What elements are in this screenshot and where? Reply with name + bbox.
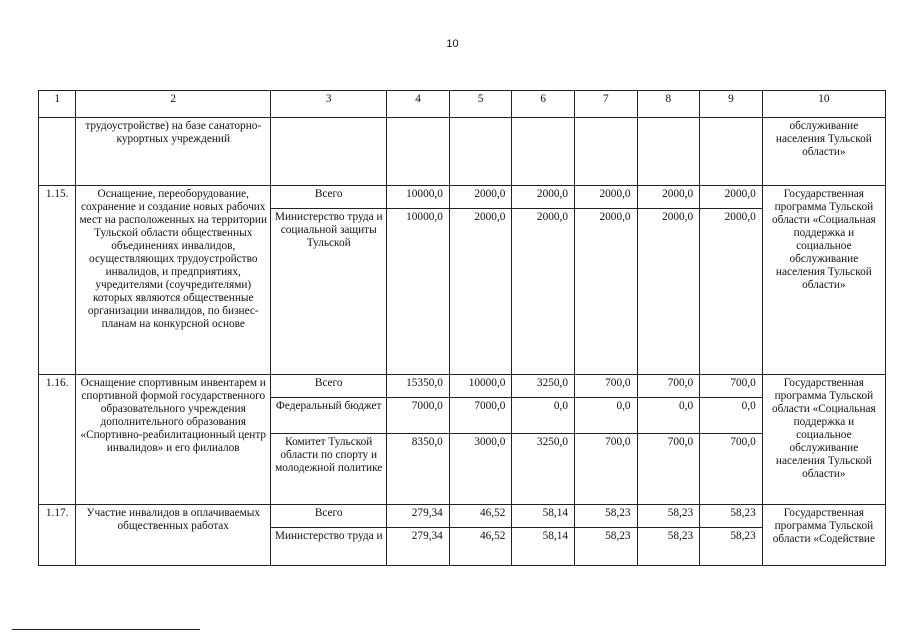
footnote-rule (12, 629, 200, 630)
program-table (38, 90, 886, 566)
item-number-cell (39, 118, 76, 186)
source-cell: Всего (271, 505, 387, 528)
value-cell: 3250,0 (512, 434, 575, 505)
header-cell: 1 (39, 91, 76, 118)
value-cell (449, 118, 512, 186)
value-cell: 2000,0 (700, 209, 763, 375)
header-cell: 5 (449, 91, 512, 118)
table-row (39, 505, 886, 528)
description-cell: Оснащение спортивным инвентарем и спортивной формой государственного образовательного учреждения дополнительного образования «Спортивно-реабилитационный центр инвалидов» и его филиалов (76, 375, 271, 505)
value-cell (512, 118, 575, 186)
value-cell: 2000,0 (512, 186, 575, 209)
value-cell: 0,0 (512, 398, 575, 434)
continuation-row (39, 118, 886, 186)
value-cell: 58,14 (512, 528, 575, 566)
value-cell: 3000,0 (449, 434, 512, 505)
header-cell: 4 (387, 91, 450, 118)
header-cell: 8 (637, 91, 700, 118)
value-cell: 2000,0 (575, 186, 638, 209)
value-cell: 700,0 (637, 434, 700, 505)
table-row (39, 186, 886, 209)
value-cell: 279,34 (387, 505, 450, 528)
value-cell: 700,0 (637, 375, 700, 398)
value-cell: 46,52 (449, 505, 512, 528)
value-cell (575, 118, 638, 186)
value-cell: 46,52 (449, 528, 512, 566)
description-cell: трудоустройстве) на базе санаторно-курортных учреждений (76, 118, 271, 186)
value-cell: 8350,0 (387, 434, 450, 505)
value-cell: 10000,0 (387, 209, 450, 375)
header-cell: 6 (512, 91, 575, 118)
program-cell: обслуживание населения Тульской области» (762, 118, 885, 186)
value-cell (637, 118, 700, 186)
value-cell: 15350,0 (387, 375, 450, 398)
value-cell: 2000,0 (575, 209, 638, 375)
program-cell: Государственная программа Тульской области «Социальная поддержка и социальное обслуживание населения Тульской области» (762, 186, 885, 375)
value-cell: 58,23 (575, 505, 638, 528)
value-cell (387, 118, 450, 186)
source-cell: Федеральный бюджет (271, 398, 387, 434)
value-cell: 0,0 (637, 398, 700, 434)
header-cell: 2 (76, 91, 271, 118)
header-cell: 7 (575, 91, 638, 118)
item-number-cell: 1.17. (39, 505, 76, 566)
program-cell: Государственная программа Тульской области «Содействие (762, 505, 885, 566)
value-cell: 2000,0 (637, 186, 700, 209)
source-cell: Комитет Тульской области по спорту и молодежной политике (271, 434, 387, 505)
value-cell: 58,23 (700, 505, 763, 528)
value-cell: 700,0 (575, 434, 638, 505)
value-cell (700, 118, 763, 186)
value-cell: 58,23 (700, 528, 763, 566)
page-number: 10 (446, 38, 459, 50)
item-number-cell: 1.16. (39, 375, 76, 505)
value-cell: 7000,0 (449, 398, 512, 434)
description-cell: Оснащение, переоборудование, сохранение и создание новых рабочих мест на расположенных на территории Тульской области общественных объединениях инвалидов, осуществляющих трудоустройство инвалидов, и предприятиях, учредителями (соучредителями) которых являются общественные организации инвалидов, по бизнес-планам на конкурсной основе (76, 186, 271, 375)
program-cell: Государственная программа Тульской области «Социальная поддержка и социальное обслуживание населения Тульской области» (762, 375, 885, 505)
header-row (39, 91, 886, 118)
value-cell: 700,0 (575, 375, 638, 398)
value-cell: 3250,0 (512, 375, 575, 398)
value-cell: 58,23 (575, 528, 638, 566)
source-cell (271, 118, 387, 186)
source-cell: Всего (271, 375, 387, 398)
value-cell: 700,0 (700, 375, 763, 398)
header-cell: 9 (700, 91, 763, 118)
source-cell: Министерство труда и социальной защиты Тульской (271, 209, 387, 375)
value-cell: 58,23 (637, 528, 700, 566)
value-cell: 0,0 (700, 398, 763, 434)
value-cell: 2000,0 (449, 186, 512, 209)
value-cell: 2000,0 (637, 209, 700, 375)
value-cell: 10000,0 (449, 375, 512, 398)
source-cell: Всего (271, 186, 387, 209)
value-cell: 700,0 (700, 434, 763, 505)
value-cell: 2000,0 (700, 186, 763, 209)
table-row (39, 375, 886, 398)
value-cell: 7000,0 (387, 398, 450, 434)
value-cell: 58,14 (512, 505, 575, 528)
value-cell: 2000,0 (449, 209, 512, 375)
item-number-cell: 1.15. (39, 186, 76, 375)
value-cell: 2000,0 (512, 209, 575, 375)
value-cell: 0,0 (575, 398, 638, 434)
value-cell: 58,23 (637, 505, 700, 528)
header-cell: 10 (762, 91, 885, 118)
source-cell: Министерство труда и (271, 528, 387, 566)
value-cell: 279,34 (387, 528, 450, 566)
value-cell: 10000,0 (387, 186, 450, 209)
header-cell: 3 (271, 91, 387, 118)
description-cell: Участие инвалидов в оплачиваемых общественных работах (76, 505, 271, 566)
